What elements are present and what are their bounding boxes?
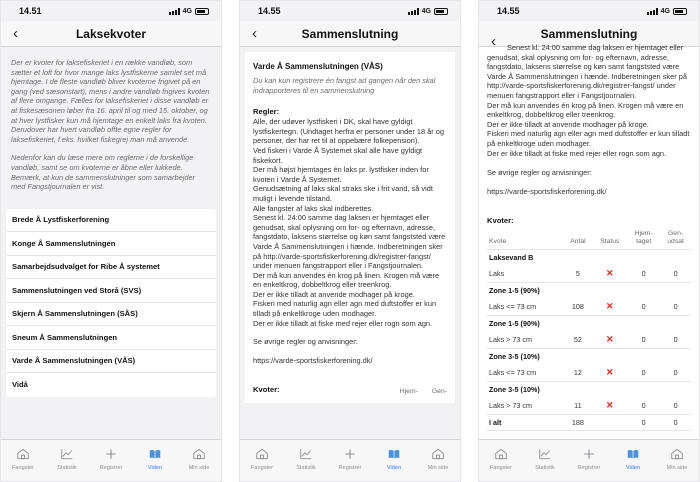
plus-icon xyxy=(343,447,357,465)
quota-label: Laks <= 73 cm xyxy=(487,298,563,316)
quota-value: 0 xyxy=(660,415,691,431)
group-label: Zone 3-5 (10%) xyxy=(489,352,540,362)
status-bar xyxy=(240,1,460,21)
battery-icon xyxy=(673,8,687,15)
battery-icon xyxy=(434,8,448,15)
tab-fangster[interactable] xyxy=(240,440,284,481)
tab-bar xyxy=(479,439,699,481)
table-row xyxy=(487,397,691,415)
quota-value: 0 xyxy=(627,364,660,382)
book-icon xyxy=(148,447,162,465)
signal-icon xyxy=(169,8,180,15)
tab-fangster[interactable] xyxy=(479,440,523,481)
tab-label: Fangster xyxy=(489,465,513,471)
status-closed-icon: ✕ xyxy=(592,364,627,382)
tab-label: Min side xyxy=(666,465,688,471)
quota-value: 0 xyxy=(627,415,660,431)
tab-label: Registrer xyxy=(338,465,362,471)
phone-screen-sammenslutning xyxy=(239,0,461,482)
quota-table xyxy=(487,227,691,431)
status-closed-icon: ✕ xyxy=(592,331,627,349)
tab-bar xyxy=(240,439,460,481)
tab-viden[interactable] xyxy=(133,440,177,481)
home-icon xyxy=(670,447,684,465)
other-rules-heading: Se øvrige regler og anvisninger: xyxy=(253,337,358,347)
phone-screen-laksekvoter xyxy=(0,0,222,482)
tab-min-side[interactable] xyxy=(177,440,221,481)
home-icon xyxy=(16,447,30,465)
tab-statistik[interactable] xyxy=(45,440,89,481)
tab-label: Registrer xyxy=(99,465,123,471)
quota-value: 0 xyxy=(660,298,691,316)
quota-label: I alt xyxy=(487,415,563,431)
tab-viden[interactable] xyxy=(372,440,416,481)
book-icon xyxy=(626,447,640,465)
column-header: Antal xyxy=(563,227,592,250)
rule-line: Alle, der udøver lystfiskeri i DK, skal have gyldigt lystfiskertegn. (Undtaget herfra er personer under 18 år og personer, der har ret til at oppebære folkepension). xyxy=(253,117,445,146)
rule-line: Ved fiskeri i Varde Å Systemet skal alle have gyldigt fiskekort. xyxy=(253,145,423,165)
quota-value: 0 xyxy=(627,265,660,283)
tab-min-side[interactable] xyxy=(655,440,699,481)
back-chevron-icon[interactable]: ‹ xyxy=(491,33,496,50)
rule-line: Der må kun anvendes én krog på linen. Krogen må være en enkeltkrog, dobbeltkrog eller treenkrog. xyxy=(487,100,684,120)
quota-value: 0 xyxy=(660,364,691,382)
back-chevron-icon[interactable]: ‹ xyxy=(252,25,257,42)
status-time: 14.55 xyxy=(497,6,520,16)
rules-line-partial: Senest kl. 24:00 samme dag laksen er hjemtaget eller xyxy=(507,43,684,52)
tab-label: Min side xyxy=(427,465,449,471)
rule-line: Fiskeri med naturlig agn eller agn med duftstoffer er kun tilladt på enkeltkroge uden modhager. xyxy=(487,129,690,148)
nav-bar xyxy=(240,21,460,47)
list-item-association[interactable]: Brede Å Lystfiskerforening xyxy=(6,209,216,233)
table-row xyxy=(487,415,691,431)
quota-label: Laks <= 73 cm xyxy=(487,364,563,382)
status-closed-icon: ✕ xyxy=(592,298,627,316)
page-title: Sammenslutning xyxy=(540,26,638,41)
tab-label: Viden xyxy=(147,465,163,471)
tab-min-side[interactable] xyxy=(416,440,460,481)
rules-heading: Regler: xyxy=(253,107,280,117)
table-group-row xyxy=(487,316,691,332)
content xyxy=(240,48,460,439)
rule-line: Der er ikke tilladt at fiske med rejer eller rogn som agn. xyxy=(253,318,433,328)
list-item-association[interactable]: Vidå xyxy=(12,380,28,390)
rule-line: Der er ikke tilladt at anvende modhager på kroge. xyxy=(253,289,415,299)
kvoter-label: Kvoter: xyxy=(487,216,514,226)
rule-line: Der må højst hjemtages én laks pr. lystfisker inden for kvoten i Varde Å Systemet. xyxy=(253,165,429,184)
book-icon xyxy=(387,447,401,465)
chart-icon xyxy=(299,447,313,465)
status-closed-icon xyxy=(592,415,627,431)
quota-label: Laks > 73 cm xyxy=(487,331,563,349)
table-row xyxy=(487,298,691,316)
quota-value: 108 xyxy=(563,298,592,316)
signal-icon xyxy=(408,8,419,15)
quota-value: 0 xyxy=(627,397,660,415)
quota-value: 0 xyxy=(660,397,691,415)
status-closed-icon: ✕ xyxy=(592,397,627,415)
tab-viden[interactable] xyxy=(611,440,655,481)
status-closed-icon: ✕ xyxy=(592,265,627,283)
registration-note: Du kan kun registrere én fangst ad gangen når den skal indrapporteres til en sammenslutning xyxy=(253,76,436,95)
status-bar xyxy=(479,1,699,21)
group-label: Zone 3-5 (10%) xyxy=(489,385,540,395)
tab-statistik[interactable] xyxy=(284,440,328,481)
rules-text xyxy=(253,117,447,328)
table-row xyxy=(487,364,691,382)
tab-fangster[interactable] xyxy=(1,440,45,481)
quota-label: Laks > 73 cm xyxy=(487,397,563,415)
tab-registrer[interactable] xyxy=(89,440,133,481)
tab-label: Min side xyxy=(188,465,210,471)
plus-icon xyxy=(582,447,596,465)
association-heading: Varde Å Sammenslutningen (VÅS) xyxy=(253,62,383,71)
list-item-association[interactable]: Konge Å Sammenslutningen xyxy=(6,232,216,256)
page-title: Sammenslutning xyxy=(301,26,399,41)
kvoter-label: Kvoter: xyxy=(253,385,280,395)
table-group-row xyxy=(487,349,691,365)
table-row xyxy=(487,265,691,283)
column-header: Hjem- taget xyxy=(627,227,660,250)
content xyxy=(479,33,699,439)
battery-icon xyxy=(195,8,209,15)
page-title: Laksekvoter xyxy=(75,26,147,41)
intro-text xyxy=(1,48,221,207)
quota-value: 11 xyxy=(563,397,592,415)
table-group-row xyxy=(487,283,691,299)
table-row xyxy=(487,331,691,349)
network-label: 4G xyxy=(421,7,431,15)
rule-line: Alle fangster af laks skal indberettes. xyxy=(253,203,374,213)
quota-value: 0 xyxy=(660,331,691,349)
home-icon xyxy=(494,447,508,465)
quota-value: 0 xyxy=(627,298,660,316)
column-header: Kvote xyxy=(487,227,563,250)
column-header: Gen- xyxy=(431,388,447,396)
tab-label: Statistik xyxy=(296,465,316,471)
list-item-association[interactable]: Sneum Å Sammenslutningen xyxy=(6,326,216,350)
rule-line: Fiskeri med naturlig agn eller agn med duftstoffer er kun tilladt på enkeltkroge uden modhager. xyxy=(253,299,437,319)
list-item-association[interactable]: Sammenslutningen ved Storå (SVS) xyxy=(6,279,216,303)
tab-label: Statistik xyxy=(535,465,555,471)
tab-label: Viden xyxy=(625,465,641,471)
rules-text xyxy=(487,53,691,159)
home-icon xyxy=(192,447,206,465)
back-chevron-icon[interactable]: ‹ xyxy=(13,25,18,42)
rules-link[interactable]: https://varde-sportsfiskerforening.dk/ xyxy=(253,355,373,365)
chart-icon xyxy=(538,447,552,465)
rule-line: Der er ikke tilladt at anvende modhager på kroge. xyxy=(487,119,649,129)
network-label: 4G xyxy=(660,7,670,15)
tab-label: Registrer xyxy=(577,465,601,471)
table-group-row xyxy=(487,250,691,266)
table-group-row xyxy=(487,382,691,398)
quota-value: 0 xyxy=(660,265,691,283)
rule-line: Der må kun anvendes én krog på linen. Krogen må være en enkeltkrog, dobbeltkrog eller treenkrog. xyxy=(253,270,440,290)
other-rules-heading: Se øvrige regler og anvisninger: xyxy=(487,168,592,178)
status-time: 14.55 xyxy=(258,6,281,16)
column-header: Gen- udsat xyxy=(660,227,691,250)
group-label: Zone 1-5 (90%) xyxy=(489,319,540,329)
tab-statistik[interactable] xyxy=(523,440,567,481)
column-header: Status xyxy=(592,227,627,250)
chart-icon xyxy=(60,447,74,465)
tab-label: Statistik xyxy=(57,465,77,471)
tab-registrer[interactable] xyxy=(567,440,611,481)
tab-bar xyxy=(1,439,221,481)
rule-line: genudsat, skal oplysning om for- og efternavn, adresse, fangstdato, laksens størrelse og køn samt fangststed være Varde Å Sammenslutningen i hænde. Indberetningen sker på http://varde-sportsfiskerforening.dk/registrer-fangst/ under menuen fangstrapport eller i Fangstjournalen. xyxy=(487,52,687,100)
network-label: 4G xyxy=(182,7,192,15)
intro-paragraph: Nedenfor kan du læse mere om reglerne i de forskellige vandløb, samt se om kvoterne er åbne eller lukkede. Bemærk, at kun de sammenslutninger som samarbejder med Fangstjournalen er vist. xyxy=(11,153,196,192)
quota-value: 5 xyxy=(563,265,592,283)
group-label: Zone 1-5 (90%) xyxy=(489,286,540,296)
rule-line: Genudsætning af laks skal straks ske i frit vand, så vidt muligt i levende tilstand. xyxy=(253,184,433,203)
tab-label: Fangster xyxy=(250,465,274,471)
quota-value: 188 xyxy=(563,415,592,431)
home-icon xyxy=(255,447,269,465)
group-label: Laksevand B xyxy=(489,253,534,263)
association-card xyxy=(245,52,455,403)
phone-screen-sammenslutning-scrolled xyxy=(478,0,700,482)
tab-label: Viden xyxy=(386,465,402,471)
intro-paragraph: Der er kvoter for laksefiskeriet i en række vandløb, som sætter et loft for hvor mange laks lystfiskerne samlet set må hjemtage. I de fleste vandløb bliver kvoterne frigivet på en gang (ved sæsonstart), mens i andre vandløb frigives kvoten af flere omgange. Fælles for laksefiskeriet i disse vandløb er at fiskesæsonen løber fra 16. april til og med 15. oktober, og at hver lystfisker kun må hjemtage en enkelt laks fra kvoten. Derudover har hvert vandløb offte egne regler for laksefiskeriet, f.eks. hvilket fiskegrej man må anvende. xyxy=(11,58,210,144)
rules-link[interactable]: https://varde-sportsfiskerforening.dk/ xyxy=(487,187,607,197)
list-item-association[interactable]: Samarbejdsudvalget for Ribe Å systemet xyxy=(6,256,216,280)
nav-bar xyxy=(1,21,221,47)
quota-value: 0 xyxy=(627,331,660,349)
list-item-association[interactable]: Varde Å Sammenslutningen (VÅS) xyxy=(6,350,216,374)
quota-value: 52 xyxy=(563,331,592,349)
home-icon xyxy=(431,447,445,465)
rule-line: Senest kl. 24:00 samme dag laksen er hjemtaget eller genudsat, skal oplysning om for- og efternavn, adresse, fangstdato, laksens størrelse og køn samt fangststed være Varde Å Sammenslutningen i hænde. Indberetningen sker på http://varde-sportsfiskerforening.dk/registrer-fangst/ under menuen fangstrapport eller i Fangstjournalen. xyxy=(253,213,446,271)
list-item-association[interactable]: Skjern Å Sammenslutningen (SÅS) xyxy=(6,303,216,327)
signal-icon xyxy=(647,8,658,15)
plus-icon xyxy=(104,447,118,465)
rule-line: Der er ikke tilladt at fiske med rejer eller rogn som agn. xyxy=(487,148,667,158)
status-bar xyxy=(1,1,221,21)
content xyxy=(1,48,221,439)
association-list xyxy=(6,209,216,397)
status-time: 14.51 xyxy=(19,6,42,16)
tab-registrer[interactable] xyxy=(328,440,372,481)
quota-label: Laks xyxy=(487,265,563,283)
tab-label: Fangster xyxy=(11,465,35,471)
column-header: Hjem- xyxy=(399,388,418,396)
quota-value: 12 xyxy=(563,364,592,382)
